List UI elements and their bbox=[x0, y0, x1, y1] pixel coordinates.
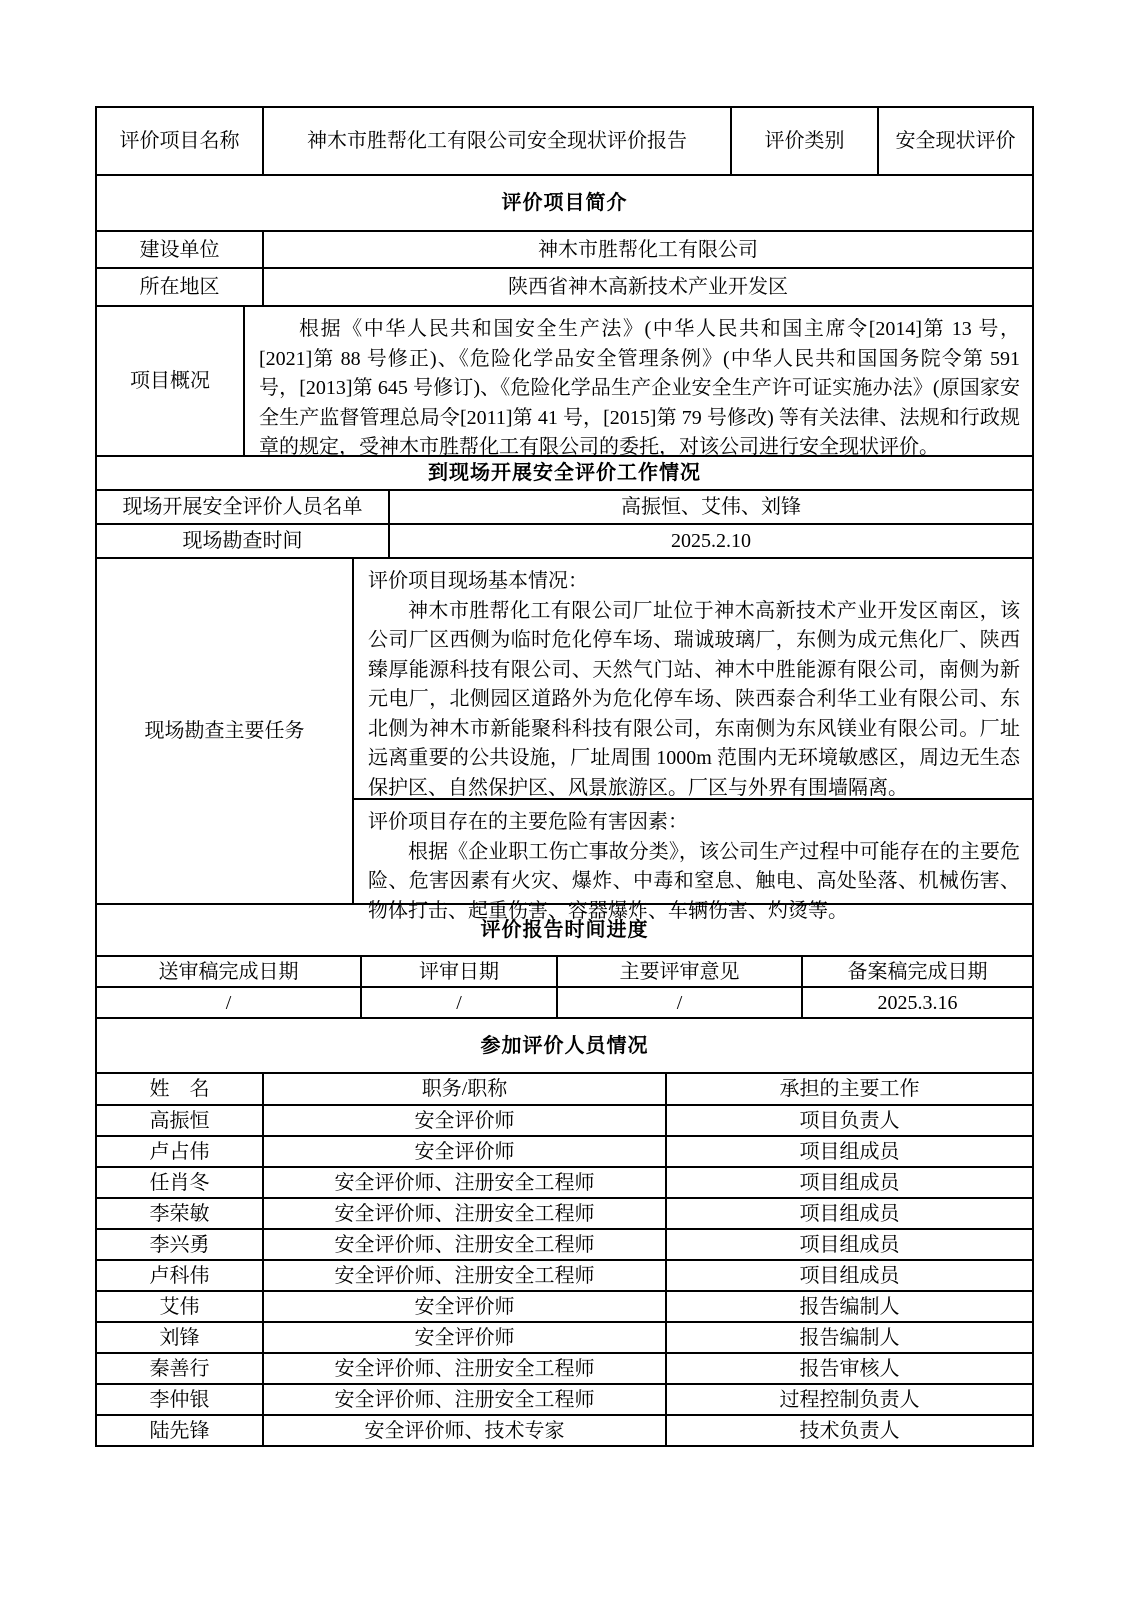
schedule-value-row bbox=[97, 986, 1032, 1017]
category-value: 安全现状评价 bbox=[877, 108, 1032, 174]
personnel-title: 安全评价师、注册安全工程师 bbox=[262, 1261, 665, 1290]
schedule-header-final: 备案稿完成日期 bbox=[801, 957, 1032, 986]
field-staff-label: 现场开展安全评价人员名单 bbox=[122, 496, 363, 518]
personnel-section-title: 参加评价人员情况 bbox=[480, 1034, 649, 1057]
survey-date-value: 2025.2.10 bbox=[388, 525, 1032, 557]
schedule-value-final: 2025.3.16 bbox=[801, 988, 1032, 1017]
fieldwork-section-title: 到现场开展安全评价工作情况 bbox=[428, 462, 701, 484]
personnel-name: 秦善行 bbox=[149, 1357, 210, 1380]
schedule-value-draft: / bbox=[225, 991, 232, 1014]
personnel-work: 项目组成员 bbox=[665, 1199, 1032, 1228]
personnel-work: 项目组成员 bbox=[665, 1168, 1032, 1197]
schedule-header-draft: 送审稿完成日期 bbox=[158, 960, 299, 983]
table-row bbox=[97, 1414, 1032, 1445]
personnel-header-title: 职务/职称 bbox=[262, 1074, 665, 1104]
project-name-value: 神木市胜帮化工有限公司安全现状评价报告 bbox=[262, 108, 730, 174]
personnel-title: 安全评价师、注册安全工程师 bbox=[262, 1385, 665, 1414]
category-label: 评价类别 bbox=[730, 108, 877, 174]
table-row bbox=[97, 1321, 1032, 1352]
title-row bbox=[97, 108, 1032, 174]
intro-section-title: 评价项目简介 bbox=[501, 192, 628, 214]
construction-unit-row bbox=[97, 230, 1032, 267]
personnel-header-work: 承担的主要工作 bbox=[665, 1074, 1032, 1104]
table-row bbox=[97, 1135, 1032, 1166]
personnel-name: 李荣敏 bbox=[149, 1202, 210, 1225]
personnel-title: 安全评价师 bbox=[262, 1292, 665, 1321]
project-overview-label: 项目概况 bbox=[130, 370, 210, 392]
personnel-name: 陆先锋 bbox=[149, 1419, 210, 1442]
personnel-header-row bbox=[97, 1072, 1032, 1104]
table-row bbox=[97, 1197, 1032, 1228]
project-name-label: 评价项目名称 bbox=[119, 130, 240, 152]
schedule-header-row bbox=[97, 955, 1032, 986]
schedule-value-review-opinion: / bbox=[556, 988, 801, 1017]
table-row bbox=[97, 1259, 1032, 1290]
personnel-name: 卢科伟 bbox=[149, 1264, 210, 1287]
table-row bbox=[97, 1290, 1032, 1321]
table-row bbox=[97, 1383, 1032, 1414]
survey-task-label: 现场勘查主要任务 bbox=[144, 720, 305, 742]
schedule-value-review-date: / bbox=[360, 988, 556, 1017]
personnel-work: 项目组成员 bbox=[665, 1230, 1032, 1259]
personnel-title: 安全评价师、注册安全工程师 bbox=[262, 1230, 665, 1259]
personnel-work: 项目组成员 bbox=[665, 1261, 1032, 1290]
schedule-section-row bbox=[97, 903, 1032, 955]
field-staff-row bbox=[97, 489, 1032, 523]
schedule-header-review-date: 评审日期 bbox=[360, 957, 556, 986]
table-row bbox=[97, 1228, 1032, 1259]
personnel-title: 安全评价师 bbox=[262, 1106, 665, 1135]
table-row bbox=[97, 1352, 1032, 1383]
personnel-name: 卢占伟 bbox=[149, 1140, 210, 1163]
field-staff-value: 高振恒、艾伟、刘锋 bbox=[388, 491, 1032, 523]
location-value: 陕西省神木高新技术产业开发区 bbox=[262, 269, 1032, 305]
personnel-work: 技术负责人 bbox=[665, 1416, 1032, 1445]
location-label: 所在地区 bbox=[139, 276, 220, 298]
personnel-name: 艾伟 bbox=[159, 1295, 200, 1318]
personnel-work: 报告编制人 bbox=[665, 1292, 1032, 1321]
construction-unit-label: 建设单位 bbox=[139, 238, 220, 261]
project-overview-text: 根据《中华人民共和国安全生产法》(中华人民共和国主席令[2014]第 13 号，[2021]第 88 号修正)、《危险化学品安全管理条例》(中华人民共和国国务院令第 591 号，[2013]第 645 号修订)、《危险化学品生产企业安全生产许可证实施办法》(原国家安全生产监督管理总局令[2011]第 41 号，[2015]第 79 号修改) 等有关法律、法规和行政规章的规定，受神木市胜帮化工有限公司的委托，对该公司进行安全现状评价。 bbox=[243, 307, 1032, 455]
personnel-work: 过程控制负责人 bbox=[665, 1385, 1032, 1414]
table-row bbox=[97, 1104, 1032, 1135]
personnel-title: 安全评价师、注册安全工程师 bbox=[262, 1168, 665, 1197]
personnel-title: 安全评价师、技术专家 bbox=[262, 1416, 665, 1445]
location-row bbox=[97, 267, 1032, 305]
project-overview-row bbox=[97, 305, 1032, 458]
schedule-section-title: 评价报告时间进度 bbox=[480, 919, 649, 941]
evaluation-report-table bbox=[95, 106, 1034, 1447]
personnel-name: 李仲银 bbox=[149, 1388, 210, 1411]
construction-unit-value: 神木市胜帮化工有限公司 bbox=[262, 232, 1032, 267]
fieldwork-section-row bbox=[97, 455, 1032, 489]
personnel-header-name: 姓 名 bbox=[149, 1078, 210, 1100]
intro-section-row bbox=[97, 174, 1032, 230]
survey-task-row bbox=[97, 557, 1032, 922]
main-hazards: 评价项目存在的主要危险有害因素： 根据《企业职工伤亡事故分类》，该公司生产过程中可能存在的主要危险、危害因素有火灾、爆炸、中毒和窒息、触电、高处坠落、机械伤害、物体打击、起重伤害、容器爆炸、车辆伤害、灼烫等。 bbox=[354, 798, 1032, 932]
survey-date-row bbox=[97, 523, 1032, 557]
survey-date-label: 现场勘查时间 bbox=[182, 530, 303, 552]
personnel-title: 安全评价师 bbox=[262, 1137, 665, 1166]
personnel-work: 项目负责人 bbox=[665, 1106, 1032, 1135]
personnel-section-row bbox=[97, 1017, 1032, 1072]
table-row bbox=[97, 1166, 1032, 1197]
personnel-name: 任肖冬 bbox=[149, 1171, 210, 1194]
personnel-work: 项目组成员 bbox=[665, 1137, 1032, 1166]
survey-task-content bbox=[352, 559, 1032, 922]
personnel-title: 安全评价师、注册安全工程师 bbox=[262, 1199, 665, 1228]
personnel-work: 报告编制人 bbox=[665, 1323, 1032, 1352]
personnel-work: 报告审核人 bbox=[665, 1354, 1032, 1383]
schedule-header-review-opinion: 主要评审意见 bbox=[556, 957, 801, 986]
personnel-name: 李兴勇 bbox=[149, 1233, 210, 1256]
personnel-name: 刘锋 bbox=[159, 1326, 200, 1349]
personnel-title: 安全评价师 bbox=[262, 1323, 665, 1352]
site-basic-situation: 评价项目现场基本情况： 神木市胜帮化工有限公司厂址位于神木高新技术产业开发区南区，该公司厂区西侧为临时危化停车场、瑞诚玻璃厂，东侧为成元焦化厂、陕西臻厚能源科技有限公司、天然气门站、神木中胜能源有限公司，南侧为新元电厂，北侧园区道路外为危化停车场、陕西泰合利华工业有限公司、东北侧为神木市新能聚科科技有限公司，东南侧为东风镁业有限公司。厂址远离重要的公共设施，厂址周围 1000m 范围内无环境敏感区，周边无生态保护区、自然保护区、风景旅游区。厂区与外界有围墙隔离。 bbox=[368, 570, 1020, 799]
personnel-title: 安全评价师、注册安全工程师 bbox=[262, 1354, 665, 1383]
personnel-name: 高振恒 bbox=[149, 1109, 210, 1132]
